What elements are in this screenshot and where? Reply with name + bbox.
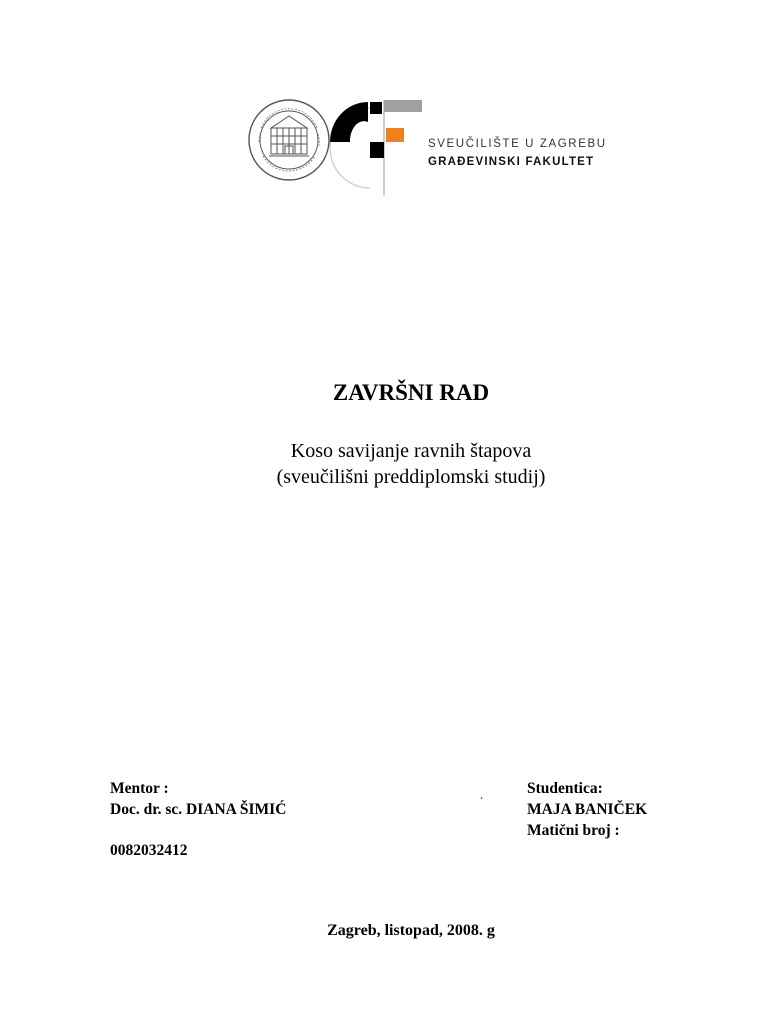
- id-number: 0082032412: [110, 842, 188, 859]
- mentor-name: Doc. dr. sc. DIANA ŠIMIĆ: [110, 801, 287, 818]
- student-name: MAJA BANIČEK: [527, 801, 648, 818]
- mentor-label: Mentor :: [110, 780, 169, 797]
- place-date: Zagreb, listopad, 2008. g: [327, 922, 495, 939]
- mentor-block: [110, 778, 286, 820]
- university-name: SVEUČILIŠTE U ZAGREBU: [428, 138, 607, 150]
- thesis-title-line-1: Koso savijanje ravnih štapova: [290, 440, 532, 462]
- student-label: Studentica:: [527, 780, 603, 797]
- university-seal-icon: [247, 98, 331, 182]
- faculty-name: GRAĐEVINSKI FAKULTET: [428, 156, 595, 168]
- student-id-label: Matični broj :: [527, 822, 620, 839]
- thesis-title: [0, 438, 768, 490]
- stray-mark: ¸: [480, 789, 483, 799]
- faculty-logo-icon: [328, 96, 424, 196]
- thesis-title-line-2: (sveučilišni preddiplomski studij): [276, 466, 546, 488]
- thesis-type: ZAVRŠNI RAD: [332, 380, 490, 405]
- student-block: [527, 778, 647, 841]
